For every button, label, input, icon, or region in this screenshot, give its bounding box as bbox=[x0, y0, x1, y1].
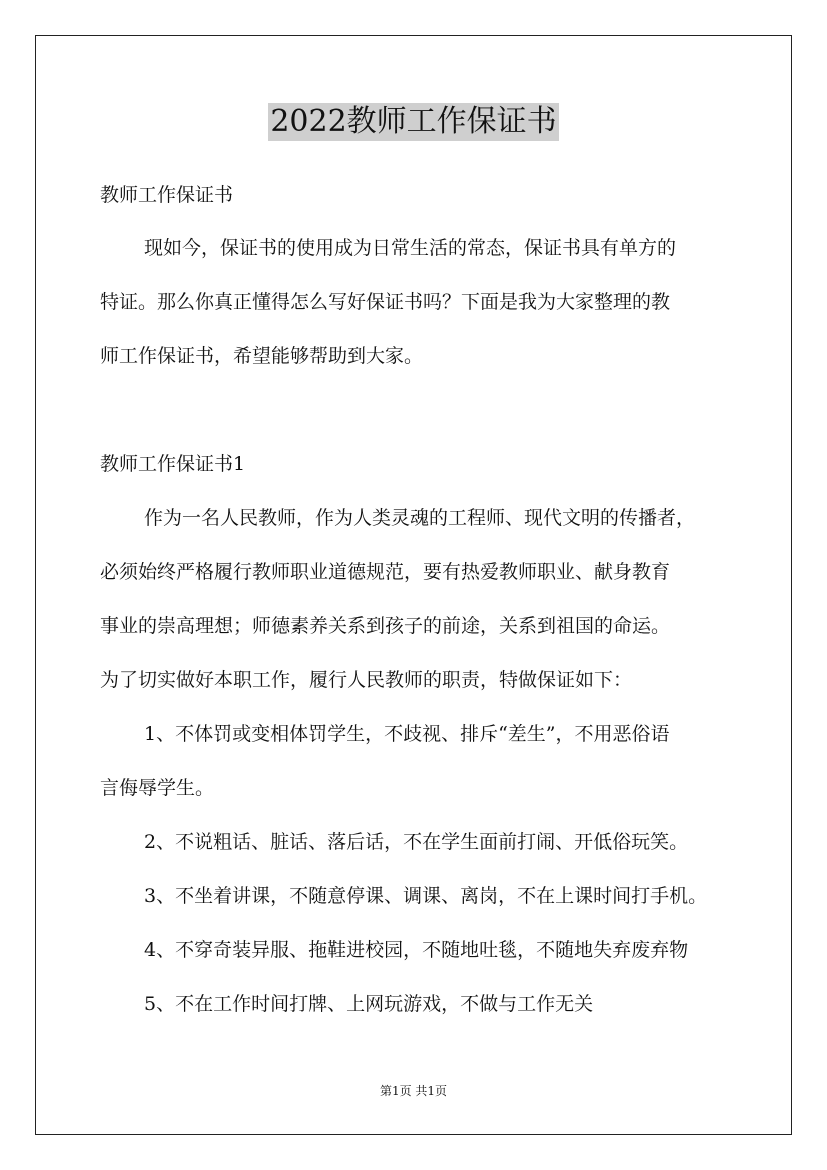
intro-line-1: 现如今，保证书的使用成为日常生活的常态，保证书具有单方的 bbox=[144, 237, 677, 259]
body-line-4: 为了切实做好本职工作，履行人民教师的职责，特做保证如下： bbox=[100, 669, 633, 691]
body-line-3: 事业的崇高理想；师德素养关系到孩子的前途，关系到祖国的命运。 bbox=[100, 615, 671, 637]
body-line-2: 必须始终严格履行教师职业道德规范，要有热爱教师职业、献身教育 bbox=[100, 561, 671, 583]
list-item-1: 1、不体罚或变相体罚学生，不歧视、排斥“差生”，不用恶俗语 bbox=[144, 723, 670, 745]
section-heading: 教师工作保证书1 bbox=[100, 453, 246, 475]
list-item-4: 4、不穿奇装异服、拖鞋进校园，不随地吐毯，不随地失弃废弃物 bbox=[144, 939, 689, 961]
page-footer: 第1页 共1页 bbox=[379, 1084, 448, 1098]
document-title: 2022教师工作保证书 bbox=[270, 104, 557, 139]
intro-line-3: 师工作保证书，希望能够帮助到大家。 bbox=[100, 345, 424, 367]
list-item-5: 5、不在工作时间打牌、上网玩游戏，不做与工作无关 bbox=[144, 993, 594, 1015]
body-line-1: 作为一名人民教师，作为人类灵魂的工程师、现代文明的传播者， bbox=[144, 507, 696, 529]
list-item-3: 3、不坐着讲课，不随意停课、调课、离岗，不在上课时间打手机。 bbox=[144, 885, 708, 907]
subheading: 教师工作保证书 bbox=[100, 184, 234, 206]
list-item-1-continued: 言侮辱学生。 bbox=[100, 777, 215, 799]
title-container bbox=[0, 103, 827, 141]
intro-line-2: 特证。那么你真正懂得怎么写好保证书吗？下面是我为大家整理的教 bbox=[100, 291, 671, 313]
list-item-2: 2、不说粗话、脏话、落后话，不在学生面前打闹、开低俗玩笑。 bbox=[144, 831, 689, 853]
